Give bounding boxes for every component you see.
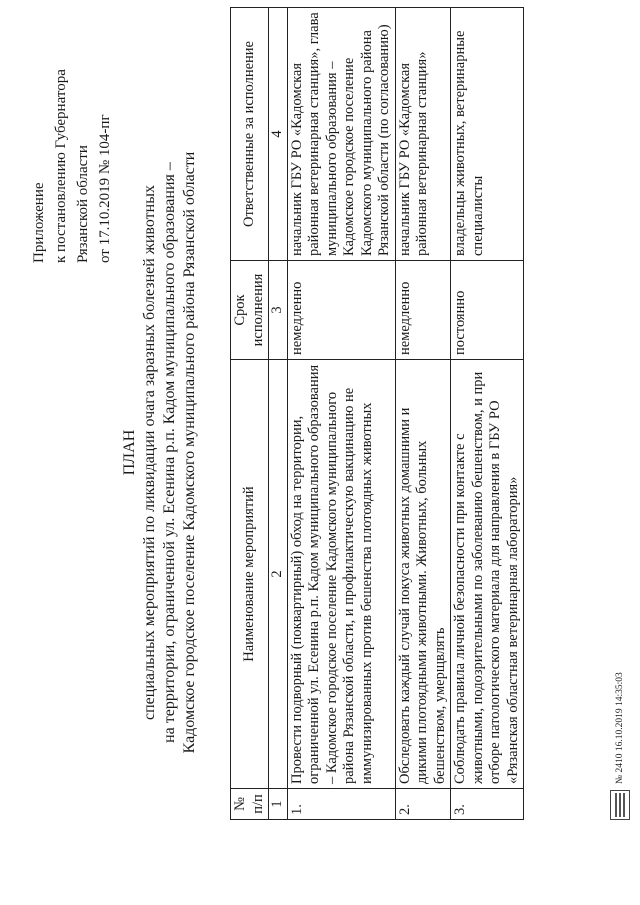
header-num: № п/п — [231, 789, 269, 820]
row-resp: начальник ГБУ РО «Кадомская районная ветеринарная станция», глава муниципального образования – Кадомское городское поселение Кадомского муниципального района Рязанской области (по согласованию) — [287, 8, 395, 261]
plan-table — [230, 7, 524, 820]
appendix-label: Приложение — [31, 182, 47, 263]
appendix-decree: к постановлению Губернатора — [53, 69, 69, 263]
column-number-row — [269, 8, 288, 820]
table-row — [395, 8, 451, 820]
plan-subtitle-1: специальных мероприятий по ликвидации очага заразных болезней животных — [141, 185, 158, 720]
header-resp: Ответственные за исполнение — [231, 8, 269, 261]
row-name: Провести подворный (поквартирный) обход на территории, ограниченной ул. Есенина р.п. Кадом муниципального образования – Кадомское городское поселение Кадомского муниципального района Рязанской области, и профилактическую вакцинацию не иммунизированных против бешенства плотоядных животных — [287, 360, 395, 789]
row-term: постоянно — [451, 261, 524, 360]
appendix-block — [28, 69, 116, 263]
row-term: немедленно — [287, 261, 395, 360]
registration-footer — [610, 672, 630, 820]
plan-title — [120, 0, 200, 905]
appendix-region: Рязанской области — [75, 145, 91, 263]
barcode-stamp-icon — [610, 790, 630, 820]
plan-subtitle-2: на территории, ограниченной ул. Есенина р.п. Кадом муниципального образования – — [161, 162, 178, 743]
row-name: Соблюдать правила личной безопасности при контакте с животными, подозрительными по заболеванию бешенством, и при отборе патологического материала для направления в ГБУ РО «Рязанская областная ветеринарная лаборатория» — [451, 360, 524, 789]
row-num: 3. — [451, 789, 524, 820]
table-row — [287, 8, 395, 820]
col-number: 1 — [269, 789, 288, 820]
row-resp: начальник ГБУ РО «Кадомская районная ветеринарная станция» — [395, 8, 451, 261]
col-number: 2 — [269, 360, 288, 789]
header-term: Срок исполнения — [231, 261, 269, 360]
col-number: 3 — [269, 261, 288, 360]
registration-number: № 2410 16.10.2019 14:35:03 — [615, 672, 625, 784]
row-num: 2. — [395, 789, 451, 820]
row-name: Обследовать каждый случай покуса животных домашними и дикими плотоядными животными. Животных, больных бешенством, умерщвлять — [395, 360, 451, 789]
appendix-date: от 17.10.2019 № 104-пг — [97, 114, 113, 263]
col-number: 4 — [269, 8, 288, 261]
plan-heading: ПЛАН — [121, 429, 138, 476]
header-name: Наименование мероприятий — [231, 360, 269, 789]
row-term: немедленно — [395, 261, 451, 360]
plan-subtitle-3: Кадомское городское поселение Кадомского муниципального района Рязанской области — [181, 151, 198, 754]
row-resp: владельцы животных, ветеринарные специалисты — [451, 8, 524, 261]
table-header-row — [231, 8, 269, 820]
table-row — [451, 8, 524, 820]
row-num: 1. — [287, 789, 395, 820]
